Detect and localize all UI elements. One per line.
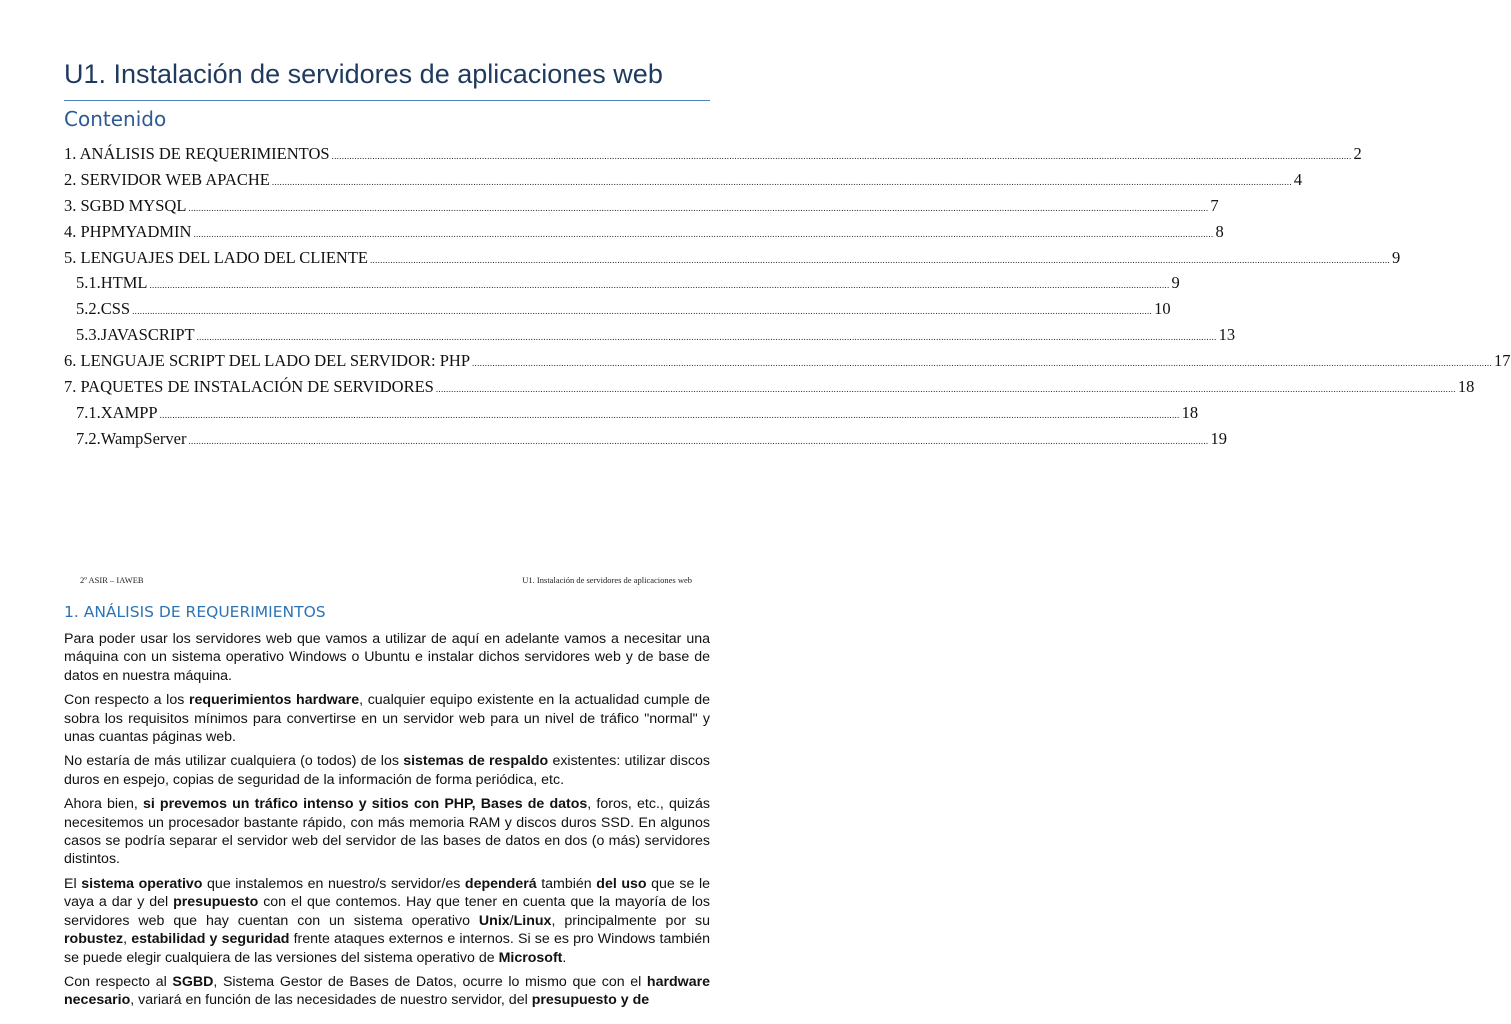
- body-paragraph: [64, 973, 710, 1010]
- toc-leader-dots: ................................................................................................................................................................................................................................................................................................................................................................................................................: [132, 306, 1153, 317]
- bold-text: Microsoft: [498, 949, 563, 966]
- text-run: Con respecto a los: [64, 692, 189, 709]
- body-paragraph: [64, 795, 710, 869]
- toc-leader-dots: ................................................................................................................................................................................................................................................................................................................................................................................................................: [149, 280, 1170, 291]
- toc-entry-label: 5.2.CSS: [76, 299, 131, 319]
- text-run: ,: [123, 931, 132, 948]
- toc-leader-dots: ................................................................................................................................................................................................................................................................................................................................................................................................................: [271, 176, 1292, 187]
- toc-entry-page: 19: [1210, 428, 1227, 448]
- toc-entry[interactable]: [64, 296, 1171, 322]
- toc-entry-label: 3. SGBD MYSQL: [64, 195, 187, 215]
- text-run: Para poder usar los servidores web que vamos a utilizar de aquí en adelante vamos a necesitar una máquina con un sistema operativo Windows o Ubuntu e instalar dichos servidores web y de base de datos en nuestra máquina.: [64, 631, 710, 684]
- bold-text: robustez: [64, 931, 124, 948]
- toc-entry[interactable]: [64, 245, 1401, 271]
- toc-entry-label: 1. ANÁLISIS DE REQUERIMIENTOS: [64, 144, 330, 163]
- text-run: , foros, etc., quizás necesitemos un procesador bastante rápido, con más memoria RAM y discos duros SSD. En algunos casos se podría separar el servidor web del servidor de las bases de datos en dos (o más) servidores distintos.: [64, 796, 711, 868]
- toc-leader-dots: ................................................................................................................................................................................................................................................................................................................................................................................................................: [369, 254, 1390, 265]
- toc-entry-page: 4: [1293, 169, 1303, 189]
- bold-text: presupuesto: [173, 894, 259, 911]
- toc-entry-page: 17: [1494, 351, 1511, 371]
- text-run: frente ataques externos e internos. Si se es pro Windows también se puede elegir cualquiera de las versiones del sistema operativo de: [64, 931, 711, 966]
- body-paragraph: [64, 691, 710, 746]
- toc-leader-dots: ................................................................................................................................................................................................................................................................................................................................................................................................................: [193, 228, 1214, 239]
- bold-text: Linux: [513, 912, 552, 929]
- text-run: Con respecto al: [64, 973, 173, 990]
- text-run: , cualquier equipo existente en la actualidad cumple de sobra los requisitos mínimos para convertirse en un servidor web para un nivel de tráfico "normal" y unas cuantas páginas web.: [64, 692, 710, 746]
- table-of-contents: [64, 141, 1511, 452]
- toc-entry-label: 7. PAQUETES DE INSTALACIÓN DE SERVIDORES: [64, 377, 434, 397]
- bold-text: estabilidad y seguridad: [131, 931, 290, 948]
- toc-entry-page: 9: [1391, 247, 1401, 267]
- bold-text: del uso: [596, 875, 647, 892]
- toc-leader-dots: ................................................................................................................................................................................................................................................................................................................................................................................................................: [159, 409, 1180, 420]
- toc-leader-dots: ................................................................................................................................................................................................................................................................................................................................................................................................................: [188, 435, 1209, 446]
- toc-entry-label: 7.1.XAMPP: [76, 402, 158, 422]
- text-run: , principalmente por su: [551, 912, 710, 929]
- toc-entry-label: 5.1.HTML: [76, 273, 148, 293]
- text-run: .: [562, 949, 567, 966]
- bold-text: sistema operativo: [81, 875, 203, 892]
- bold-text: sistemas de respaldo: [403, 753, 549, 770]
- toc-entry-page: 10: [1154, 299, 1171, 319]
- section-title: 1. ANÁLISIS DE REQUERIMIENTOS: [64, 603, 326, 621]
- text-run: también: [536, 875, 597, 892]
- toc-leader-dots: ................................................................................................................................................................................................................................................................................................................................................................................................................: [188, 202, 1209, 213]
- text-run: /: [509, 912, 514, 929]
- section-body: [64, 630, 710, 1016]
- toc-heading: Contenido: [64, 107, 167, 131]
- text-run: El: [64, 875, 82, 892]
- toc-leader-dots: ................................................................................................................................................................................................................................................................................................................................................................................................................: [472, 358, 1492, 369]
- toc-entry-label: 5. LENGUAJES DEL LADO DEL CLIENTE: [64, 247, 368, 267]
- page-header-unit: U1. Instalación de servidores de aplicaciones web: [522, 575, 692, 585]
- body-paragraph: [64, 875, 710, 967]
- toc-entry[interactable]: [64, 348, 1511, 374]
- toc-entry[interactable]: [64, 167, 1303, 193]
- toc-entry[interactable]: [64, 219, 1224, 245]
- toc-entry-label: 4. PHPMYADMIN: [64, 221, 192, 241]
- document-title: U1. Instalación de servidores de aplicaciones web: [64, 59, 663, 89]
- title-divider: [64, 100, 710, 101]
- bold-text: Unix: [478, 912, 510, 929]
- text-run: No estaría de más utilizar cualquiera (o todos) de los: [64, 753, 404, 770]
- page-header-course: 2º ASIR – IAWEB: [80, 575, 144, 585]
- toc-entry[interactable]: [64, 141, 1362, 167]
- bold-text: dependerá: [464, 875, 537, 892]
- toc-entry-label: 6. LENGUAJE SCRIPT DEL LADO DEL SERVIDOR: PHP: [64, 351, 470, 371]
- text-run: existentes: utilizar discos duros en espejo, copias de seguridad de la información de forma periódica, etc.: [64, 753, 711, 788]
- text-run: Ahora bien,: [64, 796, 143, 813]
- text-run: , variará en función de las necesidades de nuestro servidor, del: [130, 992, 532, 1009]
- body-paragraph: [64, 630, 710, 685]
- text-run: con el que contemos. Hay que tener en cuenta que la mayoría de los servidores web que hay cuentan con un sistema operativo: [64, 894, 710, 929]
- toc-entry-page: 18: [1457, 377, 1475, 397]
- toc-entry[interactable]: [64, 270, 1180, 296]
- toc-entry[interactable]: [64, 193, 1219, 219]
- toc-leader-dots: ................................................................................................................................................................................................................................................................................................................................................................................................................: [331, 151, 1352, 161]
- text-run: que se le vaya a dar y del: [64, 875, 710, 911]
- bold-text: SGBD: [172, 973, 214, 990]
- toc-entry[interactable]: [64, 374, 1475, 400]
- bold-text: requerimientos hardware: [188, 692, 360, 709]
- toc-entry-label: 2. SERVIDOR WEB APACHE: [64, 169, 270, 189]
- toc-entry-label: 7.2.WampServer: [76, 428, 187, 448]
- text-run: , Sistema Gestor de Bases de Datos, ocurre lo mismo que con el: [213, 973, 647, 990]
- toc-leader-dots: ................................................................................................................................................................................................................................................................................................................................................................................................................: [196, 332, 1217, 343]
- toc-leader-dots: ................................................................................................................................................................................................................................................................................................................................................................................................................: [435, 384, 1456, 395]
- toc-entry-page: 13: [1218, 325, 1236, 345]
- toc-entry-page: 9: [1171, 273, 1180, 293]
- bold-text: si prevemos un tráfico intenso y sitios con PHP, Bases de datos: [142, 796, 588, 813]
- toc-entry[interactable]: [64, 426, 1227, 452]
- toc-entry[interactable]: [64, 322, 1236, 348]
- toc-entry-page: 8: [1215, 221, 1224, 241]
- toc-entry-label: 5.3.JAVASCRIPT: [76, 325, 195, 345]
- body-paragraph: [64, 752, 710, 789]
- toc-entry-page: 18: [1181, 402, 1199, 422]
- toc-entry-page: 7: [1210, 195, 1219, 215]
- bold-text: presupuesto y de: [531, 992, 650, 1009]
- toc-entry-page: 2: [1353, 144, 1362, 163]
- bold-text: hardware necesario: [64, 973, 711, 1009]
- text-run: que instalemos en nuestro/s servidor/es: [202, 875, 465, 892]
- toc-entry[interactable]: [64, 400, 1199, 426]
